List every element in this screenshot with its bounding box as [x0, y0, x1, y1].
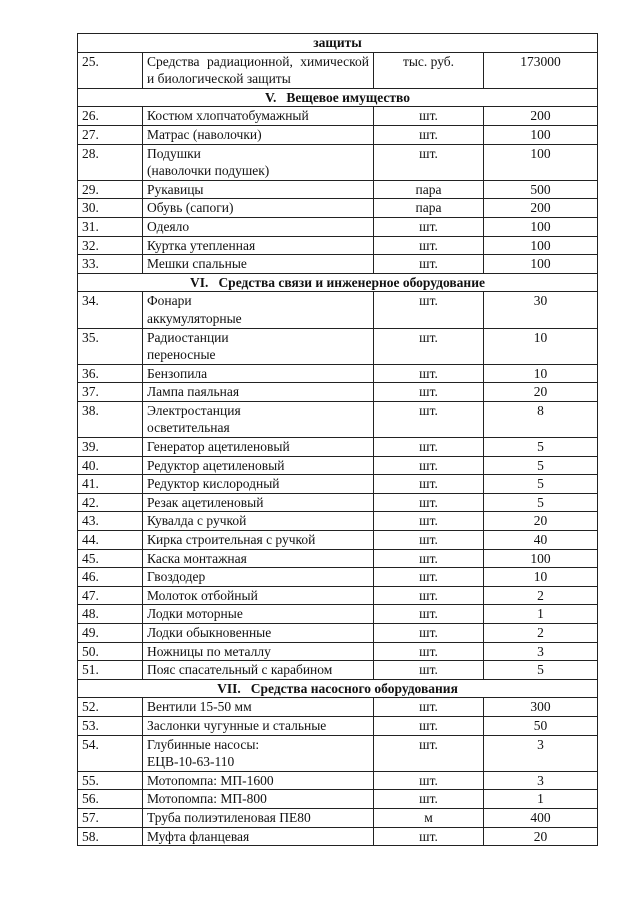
row-number: 44. [78, 531, 143, 550]
item-name: Молоток отбойный [143, 586, 374, 605]
table-row [78, 735, 598, 771]
item-quantity: 10 [484, 364, 598, 383]
row-number: 45. [78, 549, 143, 568]
row-number: 39. [78, 438, 143, 457]
item-unit: шт. [374, 475, 484, 494]
row-number: 49. [78, 624, 143, 643]
item-quantity: 8 [484, 401, 598, 437]
row-number: 58. [78, 827, 143, 846]
item-quantity: 3 [484, 771, 598, 790]
table-row [78, 624, 598, 643]
item-name: Мотопомпа: МП-800 [143, 790, 374, 809]
continued-heading-row [78, 34, 598, 53]
item-name: Мотопомпа: МП-1600 [143, 771, 374, 790]
item-quantity: 500 [484, 180, 598, 199]
item-name: Заслонки чугунные и стальные [143, 716, 374, 735]
table-row [78, 790, 598, 809]
row-number: 53. [78, 716, 143, 735]
item-quantity: 2 [484, 586, 598, 605]
item-unit: шт. [374, 624, 484, 643]
table-row [78, 292, 598, 328]
table-row [78, 255, 598, 274]
row-number: 38. [78, 401, 143, 437]
item-unit: шт. [374, 586, 484, 605]
item-name: Генератор ацетиленовый [143, 438, 374, 457]
inventory-sheet [77, 33, 597, 846]
row-number: 33. [78, 255, 143, 274]
item-unit: шт. [374, 716, 484, 735]
table-row [78, 586, 598, 605]
item-name: Пояс спасательный с карабином [143, 661, 374, 680]
table-row [78, 808, 598, 827]
row-number: 50. [78, 642, 143, 661]
row-number: 47. [78, 586, 143, 605]
item-unit: шт. [374, 438, 484, 457]
row-number: 37. [78, 383, 143, 402]
item-unit: шт. [374, 605, 484, 624]
row-number: 36. [78, 364, 143, 383]
table-row [78, 180, 598, 199]
table-row [78, 236, 598, 255]
inventory-table [77, 33, 598, 846]
item-quantity: 10 [484, 328, 598, 364]
item-name: Матрас (наволочки) [143, 125, 374, 144]
table-row [78, 568, 598, 587]
item-quantity: 200 [484, 199, 598, 218]
item-name: Одеяло [143, 217, 374, 236]
table-row [78, 549, 598, 568]
row-number: 56. [78, 790, 143, 809]
table-row [78, 217, 598, 236]
row-number: 30. [78, 199, 143, 218]
table-row [78, 144, 598, 180]
item-quantity: 30 [484, 292, 598, 328]
item-name: Рукавицы [143, 180, 374, 199]
item-quantity: 173000 [484, 52, 598, 88]
item-quantity: 5 [484, 493, 598, 512]
section-header-row [78, 273, 598, 292]
table-row [78, 456, 598, 475]
item-name: Редуктор кислородный [143, 475, 374, 494]
table-row [78, 698, 598, 717]
item-name: Гвоздодер [143, 568, 374, 587]
item-unit: шт. [374, 144, 484, 180]
item-name: Средства радиационной, химической и биологической защиты [143, 52, 374, 88]
row-number: 34. [78, 292, 143, 328]
table-row [78, 438, 598, 457]
section-title: Средства связи и инженерное оборудование [218, 274, 485, 290]
item-quantity: 200 [484, 107, 598, 126]
row-number: 29. [78, 180, 143, 199]
section-header [78, 88, 598, 107]
table-row [78, 771, 598, 790]
item-quantity: 2 [484, 624, 598, 643]
item-name: Радиостанции переносные [143, 328, 374, 364]
row-number: 32. [78, 236, 143, 255]
item-quantity: 20 [484, 383, 598, 402]
section-title: Вещевое имущество [286, 89, 410, 105]
item-name: Труба полиэтиленовая ПЕ80 [143, 808, 374, 827]
table-row [78, 199, 598, 218]
item-unit: шт. [374, 549, 484, 568]
row-number: 35. [78, 328, 143, 364]
table-row [78, 107, 598, 126]
table-row [78, 125, 598, 144]
item-quantity: 3 [484, 735, 598, 771]
table-row [78, 401, 598, 437]
item-name: Кирка строительная с ручкой [143, 531, 374, 550]
row-number: 48. [78, 605, 143, 624]
item-name: Вентили 15-50 мм [143, 698, 374, 717]
section-header [78, 273, 598, 292]
item-name: Лампа паяльная [143, 383, 374, 402]
section-header [78, 679, 598, 698]
item-name: Лодки обыкновенные [143, 624, 374, 643]
item-unit: м [374, 808, 484, 827]
item-name: Лодки моторные [143, 605, 374, 624]
item-unit: шт. [374, 568, 484, 587]
item-name: Куртка утепленная [143, 236, 374, 255]
item-quantity: 20 [484, 827, 598, 846]
row-number: 27. [78, 125, 143, 144]
section-roman-number: VI. [190, 274, 209, 290]
table-row [78, 475, 598, 494]
row-number: 55. [78, 771, 143, 790]
table-row [78, 493, 598, 512]
table-row [78, 531, 598, 550]
row-number: 31. [78, 217, 143, 236]
item-name: Ножницы по металлу [143, 642, 374, 661]
table-row [78, 52, 598, 88]
item-quantity: 5 [484, 475, 598, 494]
item-unit: тыс. руб. [374, 52, 484, 88]
item-unit: шт. [374, 255, 484, 274]
item-unit: шт. [374, 125, 484, 144]
table-row [78, 642, 598, 661]
row-number: 25. [78, 52, 143, 88]
item-quantity: 100 [484, 217, 598, 236]
item-quantity: 10 [484, 568, 598, 587]
item-quantity: 50 [484, 716, 598, 735]
table-row [78, 512, 598, 531]
item-quantity: 40 [484, 531, 598, 550]
item-quantity: 20 [484, 512, 598, 531]
item-unit: шт. [374, 217, 484, 236]
row-number: 51. [78, 661, 143, 680]
table-row [78, 605, 598, 624]
item-name: Подушки (наволочки подушек) [143, 144, 374, 180]
row-number: 41. [78, 475, 143, 494]
item-name: Глубинные насосы: ЕЦВ-10-63-110 [143, 735, 374, 771]
item-unit: шт. [374, 661, 484, 680]
row-number: 28. [78, 144, 143, 180]
item-quantity: 3 [484, 642, 598, 661]
item-name: Резак ацетиленовый [143, 493, 374, 512]
section-roman-number: V. [265, 89, 277, 105]
item-unit: шт. [374, 735, 484, 771]
item-name: Бензопила [143, 364, 374, 383]
item-unit: шт. [374, 364, 484, 383]
item-name: Обувь (сапоги) [143, 199, 374, 218]
table-row [78, 383, 598, 402]
item-unit: шт. [374, 107, 484, 126]
section-header-row [78, 88, 598, 107]
table-row [78, 364, 598, 383]
item-unit: шт. [374, 328, 484, 364]
item-name: Редуктор ацетиленовый [143, 456, 374, 475]
section-title: Средства насосного оборудования [250, 680, 458, 696]
item-unit: шт. [374, 771, 484, 790]
item-name: Фонари аккумуляторные [143, 292, 374, 328]
row-number: 40. [78, 456, 143, 475]
row-number: 26. [78, 107, 143, 126]
item-quantity: 300 [484, 698, 598, 717]
item-unit: пара [374, 180, 484, 199]
item-unit: шт. [374, 456, 484, 475]
item-quantity: 400 [484, 808, 598, 827]
item-unit: шт. [374, 383, 484, 402]
table-row [78, 661, 598, 680]
section-header-row [78, 679, 598, 698]
item-quantity: 100 [484, 125, 598, 144]
item-name: Костюм хлопчатобумажный [143, 107, 374, 126]
row-number: 43. [78, 512, 143, 531]
item-quantity: 5 [484, 456, 598, 475]
item-quantity: 5 [484, 661, 598, 680]
continued-heading: защиты [78, 34, 598, 53]
item-name: Каска монтажная [143, 549, 374, 568]
row-number: 57. [78, 808, 143, 827]
section-roman-number: VII. [217, 680, 241, 696]
item-unit: шт. [374, 790, 484, 809]
item-name: Муфта фланцевая [143, 827, 374, 846]
row-number: 52. [78, 698, 143, 717]
row-number: 42. [78, 493, 143, 512]
item-quantity: 1 [484, 605, 598, 624]
item-quantity: 1 [484, 790, 598, 809]
item-quantity: 100 [484, 236, 598, 255]
item-unit: шт. [374, 531, 484, 550]
row-number: 46. [78, 568, 143, 587]
item-quantity: 100 [484, 144, 598, 180]
table-row [78, 716, 598, 735]
item-unit: шт. [374, 236, 484, 255]
item-unit: шт. [374, 493, 484, 512]
item-unit: шт. [374, 698, 484, 717]
item-unit: шт. [374, 827, 484, 846]
table-row [78, 827, 598, 846]
item-quantity: 100 [484, 255, 598, 274]
item-quantity: 5 [484, 438, 598, 457]
table-row [78, 328, 598, 364]
item-name: Электростанция осветительная [143, 401, 374, 437]
item-name: Кувалда с ручкой [143, 512, 374, 531]
item-unit: шт. [374, 642, 484, 661]
item-quantity: 100 [484, 549, 598, 568]
row-number: 54. [78, 735, 143, 771]
item-unit: пара [374, 199, 484, 218]
item-name: Мешки спальные [143, 255, 374, 274]
item-unit: шт. [374, 512, 484, 531]
item-unit: шт. [374, 292, 484, 328]
item-unit: шт. [374, 401, 484, 437]
